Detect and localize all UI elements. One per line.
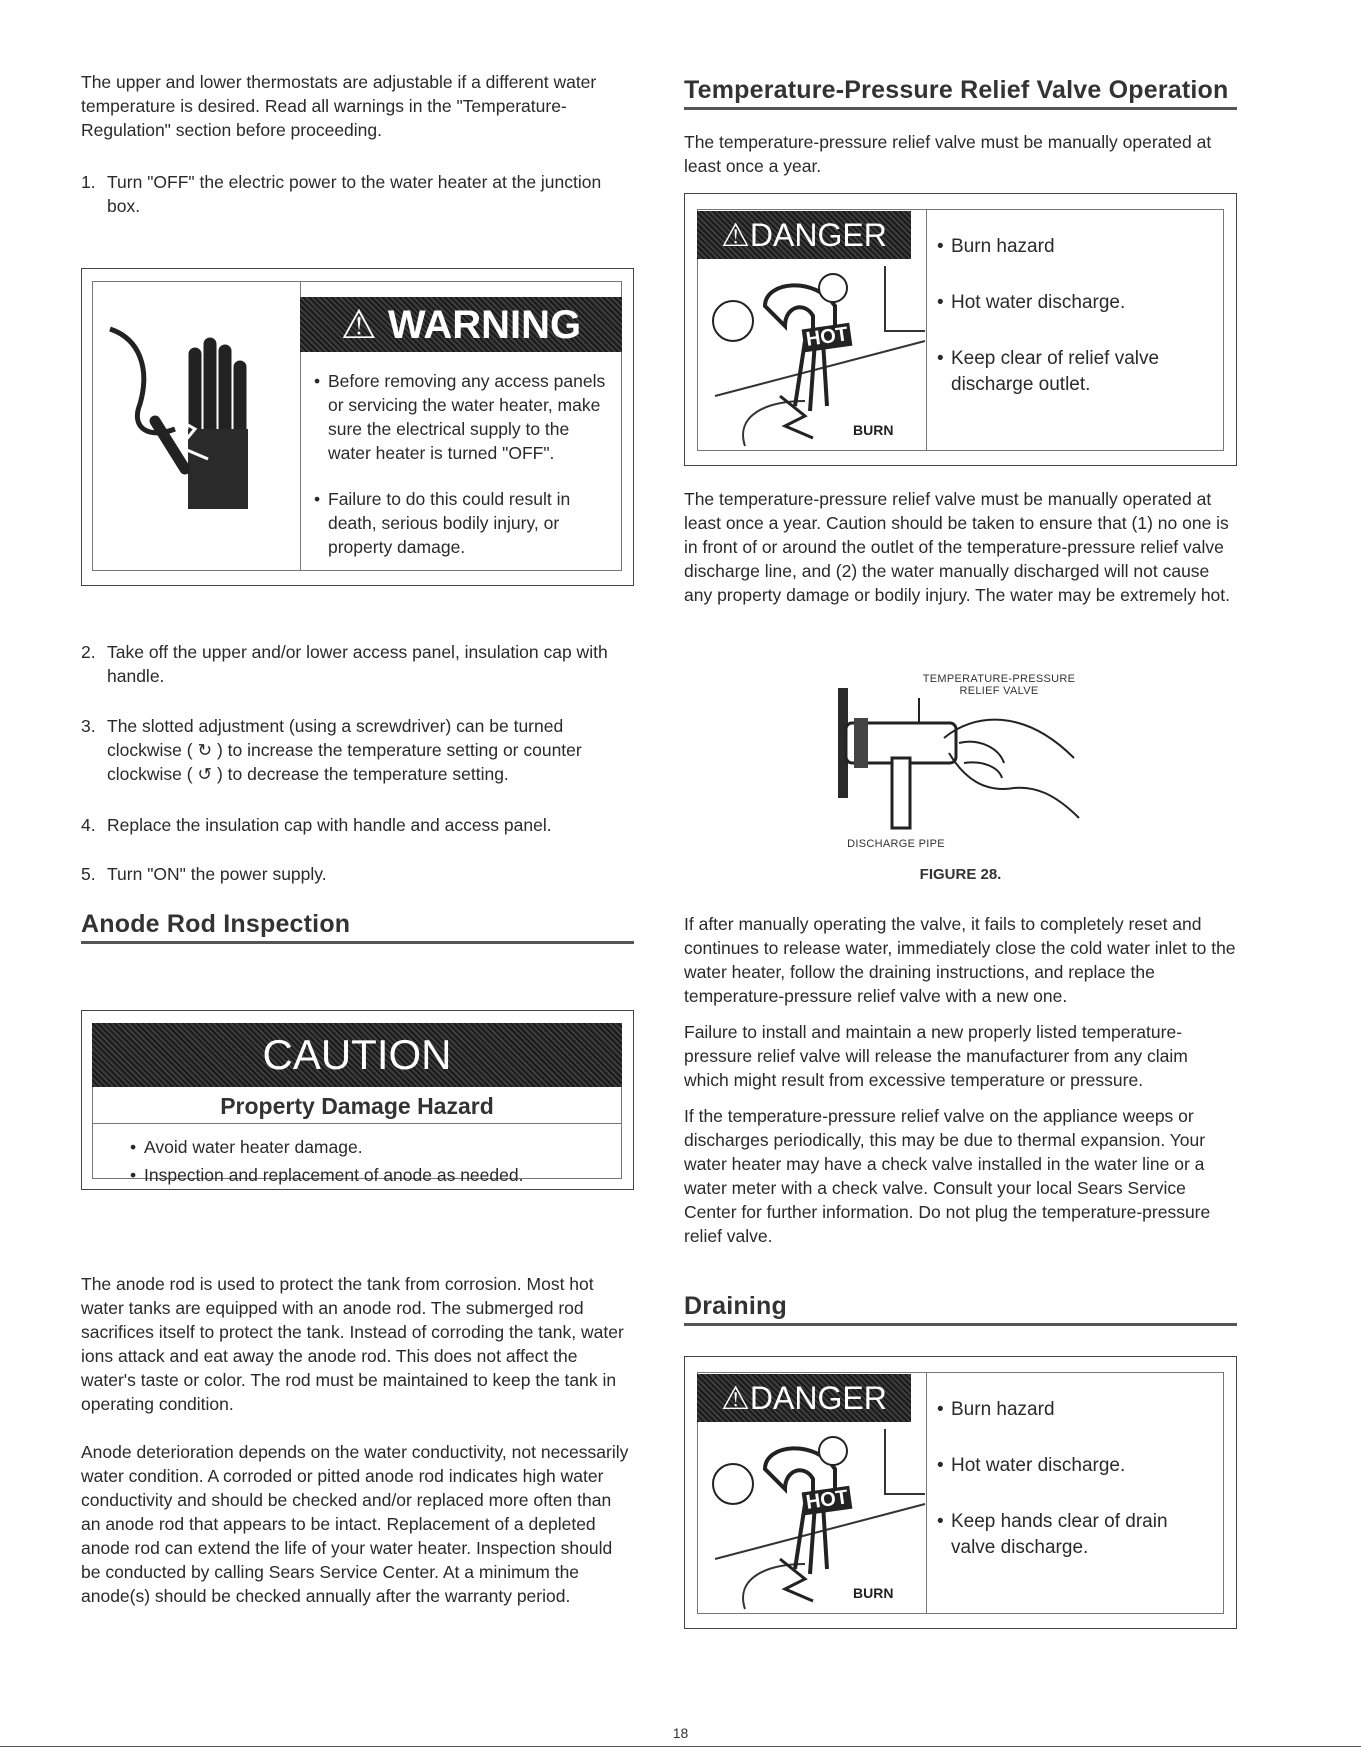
burn-label: BURN <box>853 422 894 438</box>
figure-label-valve-line-2: RELIEF VALVE <box>959 685 1039 697</box>
danger2-banner: ⚠DANGER <box>697 1374 911 1422</box>
danger1-bullet-1: • Burn hazard <box>937 236 1055 257</box>
figure-label-discharge-pipe: DISCHARGE PIPE <box>847 838 945 850</box>
anode-section-title: Anode Rod Inspection <box>81 910 634 944</box>
warning-banner: ⚠ WARNING <box>300 297 622 352</box>
caution-bullet-1: • Avoid water heater damage. <box>130 1137 363 1157</box>
danger1-banner: ⚠DANGER <box>697 211 911 259</box>
figure-caption: FIGURE 28. <box>919 866 1002 883</box>
step-5: 5. Turn "ON" the power supply. <box>81 864 327 884</box>
hot-water-valve-icon <box>705 266 925 446</box>
anode-paragraph-1: The anode rod is used to protect the tank from corrosion. Most hot water tanks are equipped with an anode rod. The submerged rod sacrifices itself to protect the tank. Instead of corroding the tank, water ions attack and eat away the anode rod. This does not affect the water's taste or color. The rod must be maintained to keep the tank in operating condition. <box>81 1274 624 1414</box>
burn-label: BURN <box>853 1585 894 1601</box>
danger1-bullet-3: • Keep clear of relief valve discharge outlet. <box>937 348 1160 395</box>
caution-subtitle: Property Damage Hazard <box>92 1089 622 1124</box>
danger2-bullet-3: • Keep hands clear of drain valve discharge. <box>937 1511 1168 1558</box>
draining-section-title: Draining <box>684 1292 1237 1326</box>
page-number: 18 <box>672 1725 689 1741</box>
tpr-intro: The temperature-pressure relief valve must be manually operated at least once a year. <box>684 132 1212 176</box>
figure-label-valve-line-1: TEMPERATURE-PRESSURE <box>922 673 1076 685</box>
relief-valve-figure <box>824 668 1084 828</box>
hot-water-valve-icon <box>705 1429 925 1609</box>
danger2-bullet-2: • Hot water discharge. <box>937 1455 1126 1476</box>
hot-label: HOT <box>802 323 853 352</box>
step-2: 2. Take off the upper and/or lower access panel, insulation cap with handle. <box>81 642 608 686</box>
tpr-paragraph-2: If after manually operating the valve, it fails to completely reset and continues to release water, immediately close the cold water inlet to the water heater, follow the draining instructions, and replace the temperature-pressure relief valve with a new one. <box>684 914 1236 1006</box>
warning-box <box>81 268 634 586</box>
danger2-bullet-1: • Burn hazard <box>937 1399 1055 1420</box>
danger-box-draining <box>684 1356 1237 1629</box>
footer-rule <box>0 1746 1361 1747</box>
caution-banner: CAUTION <box>92 1023 622 1087</box>
tpr-paragraph-3: Failure to install and maintain a new properly listed temperature-pressure relief valve will release the manufacturer from any claim which might result from excessive temperature or pressure. <box>684 1022 1188 1090</box>
tpr-paragraph-1: The temperature-pressure relief valve must be manually operated at least once a year. Caution should be taken to ensure that (1) no one is in front of or around the outlet of the temperature-pressure relief valve discharge line, and (2) the water manually discharged will not cause any property damage or bodily injury. The water may be extremely hot. <box>684 489 1231 605</box>
anode-paragraph-2: Anode deterioration depends on the water conductivity, not necessarily water condition. A corroded or pitted anode rod indicates high water conductivity and should be checked and/or replaced more often than an anode rod that appears to be intact. Replacement of a depleted anode rod can extend the life of your water heater. Inspection should be conducted by calling Sears Service Center. At a minimum the anode(s) should be checked annually after the warranty period. <box>81 1442 629 1606</box>
step-4: 4. Replace the insulation cap with handle and access panel. <box>81 815 552 835</box>
electric-shock-hand-icon <box>100 309 260 519</box>
danger-box-relief-valve <box>684 193 1237 466</box>
step-1: 1. Turn "OFF" the electric power to the water heater at the junction box. <box>81 172 602 216</box>
thermostat-intro: The upper and lower thermostats are adjustable if a different water temperature is desired. Read all warnings in the "Temperature-Regulation" section before proceeding. <box>81 72 597 140</box>
danger1-bullet-2: • Hot water discharge. <box>937 292 1126 313</box>
warning-bullet-1: • Before removing any access panels or servicing the water heater, make sure the electrical supply to the water heater is turned "OFF". <box>314 371 606 463</box>
tpr-section-title: Temperature-Pressure Relief Valve Operation <box>684 76 1237 110</box>
warning-bullet-2: • Failure to do this could result in death, serious bodily injury, or property damage. <box>314 489 571 557</box>
tpr-paragraph-4: If the temperature-pressure relief valve on the appliance weeps or discharges periodically, this may be due to thermal expansion. Your water heater may have a check valve installed in the water line or a water meter with a check valve. Consult your local Sears Service Center for further information. Do not plug the temperature-pressure relief valve. <box>684 1106 1211 1246</box>
caution-box <box>81 1010 634 1190</box>
hot-label: HOT <box>802 1486 853 1515</box>
caution-bullet-2: • Inspection and replacement of anode as needed. <box>130 1165 524 1185</box>
step-3: 3. The slotted adjustment (using a screwdriver) can be turned clockwise ( ↻ ) to increase the temperature setting or counter clockwise ( ↺ ) to decrease the temperature setting. <box>81 716 582 784</box>
